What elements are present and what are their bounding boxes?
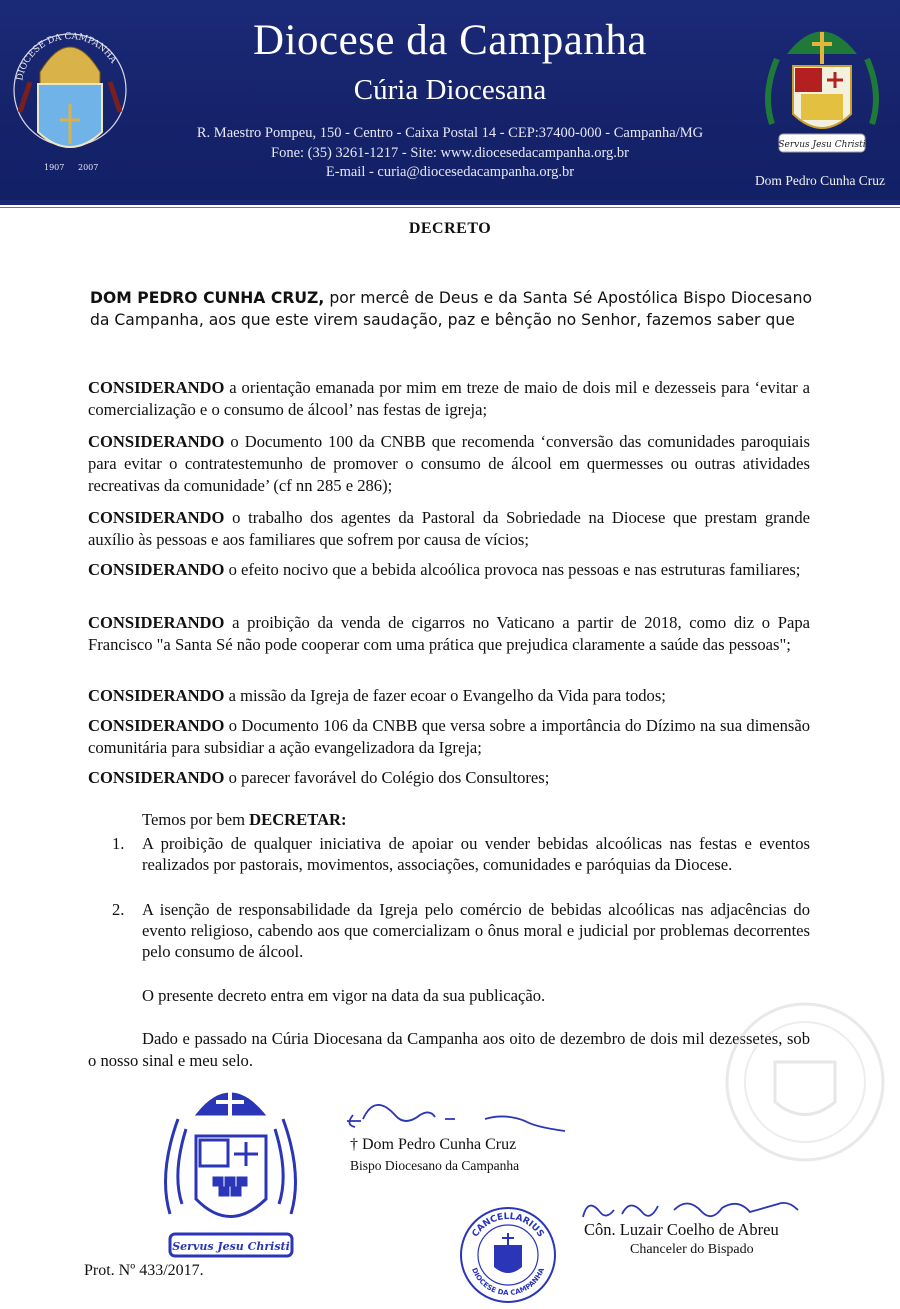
year-start: 1907 [44, 163, 65, 172]
bishop-seal-stamp-icon [148, 1074, 313, 1274]
address-line: R. Maestro Pompeu, 150 - Centro - Caixa Postal 14 - CEP:37400-000 - Campanha/MG [196, 125, 704, 141]
ring-text: DIOCESE DA CAMPANHA [15, 31, 119, 82]
bishop-signature-name: † Dom Pedro Cunha Cruz [350, 1136, 517, 1153]
header-divider [0, 200, 900, 205]
decretar-line [142, 810, 347, 830]
consideration-2 [88, 431, 810, 497]
chancellor-signature-role: Chanceler do Bispado [630, 1242, 754, 1257]
bishop-signature-role: Bispo Diocesano da Campanha [350, 1158, 520, 1173]
consideration-text: a proibição da venda de cigarros no Vaticano a partir de 2018, como diz o Papa Francisco "a Santa Sé não pode cooperar com uma prática que prejudica claramente a saúde das pessoas"; [88, 613, 810, 654]
considerando-label: CONSIDERANDO [88, 768, 225, 787]
dado-paragraph: Dado e passado na Cúria Diocesana da Campanha aos oito de dezembro de dois mil dezessetes, sob o nosso sinal e meu selo. [88, 1029, 810, 1070]
consideration-text: o Documento 106 da CNBB que versa sobre a importância do Dízimo na sua dimensão comunitária para subsidiar a ação evangelizadora da Igreja; [88, 716, 810, 757]
decree-item-2 [112, 899, 810, 962]
header-divider-thin [0, 207, 900, 208]
intro-paragraph [90, 287, 812, 331]
decree-number: 2. [112, 900, 125, 919]
consideration-6 [88, 685, 810, 707]
letterhead [0, 0, 900, 200]
intro-bold: DOM PEDRO CUNHA CRUZ, [90, 289, 325, 307]
considerando-label: CONSIDERANDO [88, 378, 225, 397]
consideration-text: o trabalho dos agentes da Pastoral da Sobriedade na Diocese que prestam grande auxílio às pessoas e aos familiares que sofrem por causa de vícios; [88, 508, 810, 549]
considerando-label: CONSIDERANDO [88, 613, 225, 632]
decretar-prefix: Temos por bem [142, 810, 250, 829]
consideration-5 [88, 612, 810, 656]
email-line: E-mail - curia@diocesedacampanha.org.br [325, 164, 575, 180]
consideration-1 [88, 377, 810, 421]
decretar-bold: DECRETAR: [249, 810, 347, 829]
consideration-3 [88, 507, 810, 551]
consideration-text: o parecer favorável do Colégio dos Consultores; [224, 768, 550, 787]
header-bishop-name: Dom Pedro Cunha Cruz [754, 173, 886, 188]
diocese-title: Diocese da Campanha [253, 17, 647, 64]
considerando-label: CONSIDERANDO [88, 432, 225, 451]
consideration-text: a missão da Igreja de fazer ecoar o Evangelho da Vida para todos; [224, 686, 666, 705]
consideration-text: o Documento 100 da CNBB que recomenda ‘conversão das comunidades paroquiais para evitar o contratestemunho de promover o consumo de álcool em quermesses ou outras atividades recreativas da comunidade’ (cf nn 285 e 286); [88, 432, 810, 495]
cancellarius-bottom-text: DIOCESE DA CAMPANHA [469, 1266, 547, 1298]
considerando-label: CONSIDERANDO [88, 508, 225, 527]
consideration-8 [88, 767, 810, 789]
cancellarius-seal-icon [458, 1205, 558, 1305]
consideration-text: o efeito nocivo que a bebida alcoólica provoca nas pessoas e nas estruturas familiares; [224, 560, 801, 579]
year-end: 2007 [78, 163, 99, 172]
consideration-text: a orientação emanada por mim em treze de maio de dois mil e dezesseis para ‘evitar a comercialização e o consumo de álcool’ nas festas de igreja; [88, 378, 810, 419]
consideration-4 [88, 559, 810, 581]
embossed-seal-icon [720, 992, 890, 1172]
considerando-label: CONSIDERANDO [88, 560, 225, 579]
cancellarius-top-text: CANCELLARIUS [470, 1211, 546, 1240]
bishop-coat-of-arms-icon [757, 14, 887, 174]
vigor-paragraph: O presente decreto entra em vigor na data da sua publicação. [142, 986, 546, 1005]
decree-number: 1. [112, 834, 125, 853]
intro-text: por mercê de Deus e da Santa Sé Apostólica Bispo Diocesano da Campanha, aos que este virem saudação, paz e bênção no Senhor, fazemos saber que [90, 289, 812, 329]
protocol-number: Prot. Nº 433/2017. [84, 1262, 204, 1279]
curia-subtitle: Cúria Diocesana [353, 74, 547, 106]
diocese-coat-of-arms-icon [10, 12, 130, 182]
decree-item-1 [112, 833, 810, 875]
phone-site-line: Fone: (35) 3261-1217 - Site: www.diocesedacampanha.org.br [271, 145, 629, 161]
seal-motto: Servus Jesu Christi [172, 1240, 290, 1253]
considerando-label: CONSIDERANDO [88, 716, 225, 735]
document-title: DECRETO [408, 220, 492, 237]
decree-text: A isenção de responsabilidade da Igreja pelo comércio de bebidas alcoólicas nas adjacências do evento religioso, cabendo aos que comercializam o ônus moral e judicial por problemas decorrentes pelo consumo de álcool. [142, 900, 810, 961]
chancellor-signature-name: Côn. Luzair Coelho de Abreu [584, 1220, 779, 1239]
consideration-7 [88, 715, 810, 759]
decree-text: A proibição de qualquer iniciativa de apoiar ou vender bebidas alcoólicas nas festas e eventos realizados por pastorais, movimentos, associações, comunidades e paróquias da Diocese. [142, 834, 810, 874]
motto-text: Servus Jesu Christi [778, 140, 866, 150]
considerando-label: CONSIDERANDO [88, 686, 225, 705]
